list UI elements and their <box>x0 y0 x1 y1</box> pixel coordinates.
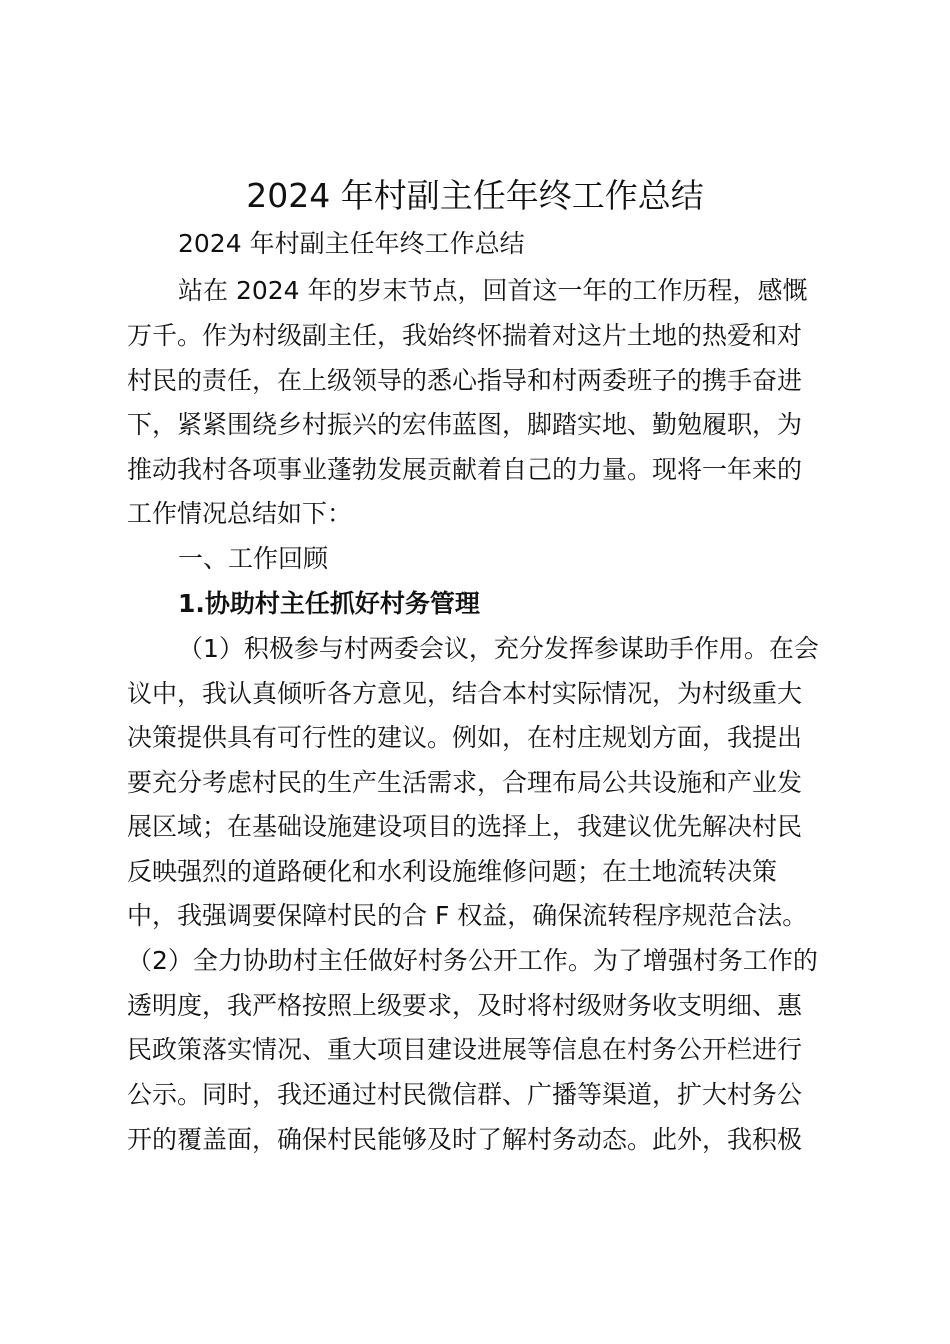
paragraph-line: 村民的责任，在上级领导的悉心指导和村两委班子的携手奋进 <box>127 366 803 395</box>
paragraph-line: 推动我村各项事业蓬勃发展贡献着自己的力量。现将一年来的 <box>127 455 803 484</box>
paragraph-line: 议中，我认真倾听各方意见，结合本村实际情况，为村级重大 <box>127 679 803 708</box>
subsection-heading: 1.协助村主任抓好村务管理 <box>178 589 480 618</box>
paragraph-line: 透明度，我严格按照上级要求，及时将村级财务收支明细、惠 <box>127 991 803 1020</box>
subtitle-line: 2024 年村副主任年终工作总结 <box>178 229 525 258</box>
section-heading: 一、工作回顾 <box>178 544 329 573</box>
paragraph-line: （1）积极参与村两委会议，充分发挥参谋助手作用。在会 <box>178 634 819 663</box>
paragraph-line: 开的覆盖面，确保村民能够及时了解村务动态。此外，我积极 <box>127 1125 803 1154</box>
paragraph-line: 站在 2024 年的岁末节点，回首这一年的工作历程，感慨 <box>178 276 808 305</box>
document-title: 2024 年村副主任年终工作总结 <box>246 176 704 215</box>
paragraph-line: 民政策落实情况、重大项目建设进展等信息在村务公开栏进行 <box>127 1035 803 1064</box>
paragraph-line: 万千。作为村级副主任，我始终怀揣着对这片土地的热爱和对 <box>127 321 803 350</box>
paragraph-line: 要充分考虑村民的生产生活需求，合理布局公共设施和产业发 <box>127 768 803 797</box>
paragraph-line: 公示。同时，我还通过村民微信群、广播等渠道，扩大村务公 <box>127 1080 803 1109</box>
paragraph-line: 下，紧紧围绕乡村振兴的宏伟蓝图，脚踏实地、勤勉履职，为 <box>127 410 803 439</box>
paragraph-line: （2）全力协助村主任做好村务公开工作。为了增强村务工作的 <box>127 946 818 975</box>
paragraph-line: 中，我强调要保障村民的合 F 权益，确保流转程序规范合法。 <box>127 901 808 930</box>
paragraph-line: 反映强烈的道路硬化和水利设施维修问题；在土地流转决策 <box>127 857 778 886</box>
paragraph-line: 决策提供具有可行性的建议。例如，在村庄规划方面，我提出 <box>127 723 803 752</box>
paragraph-line: 展区域；在基础设施建设项目的选择上，我建议优先解决村民 <box>127 812 803 841</box>
paragraph-line: 工作情况总结如下： <box>127 499 353 528</box>
